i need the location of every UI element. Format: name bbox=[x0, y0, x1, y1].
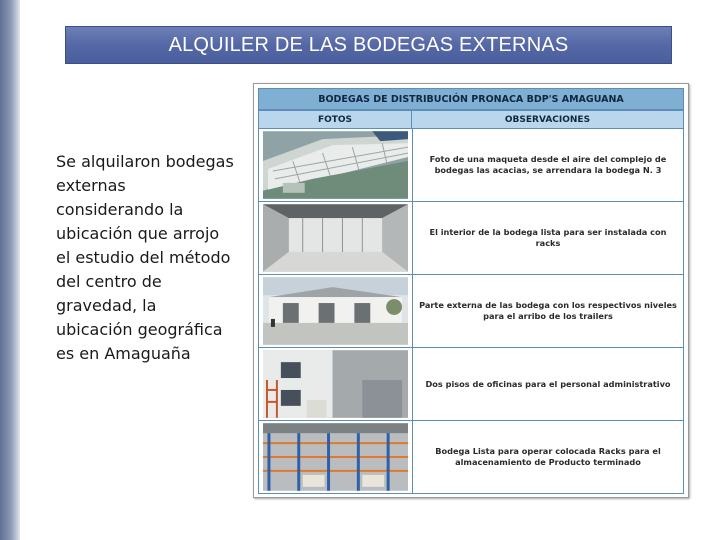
photo-cell bbox=[259, 348, 413, 420]
observation-text: Bodega Lista para operar colocada Racks para el almacenamiento de Producto terminado bbox=[435, 446, 661, 467]
column-header-observations: OBSERVACIONES bbox=[412, 110, 684, 129]
table-row bbox=[258, 348, 684, 421]
observation-text: Parte externa de las bodega con los respectivos niveles para el arribo de los trailers bbox=[419, 300, 677, 321]
aerial-model-photo bbox=[263, 131, 408, 199]
warehouse-table bbox=[253, 83, 689, 498]
photo-cell bbox=[259, 129, 413, 201]
table-row bbox=[258, 202, 684, 275]
body-text: Se alquilaron bodegas externas considerando la ubicación que arrojo el estudio del método del centro de gravedad, la ubicación geográfica es en Amaguaña bbox=[56, 152, 234, 363]
racks-photo bbox=[263, 423, 408, 491]
photo-cell bbox=[259, 421, 413, 493]
observation-text: Dos pisos de oficinas para el personal administrativo bbox=[425, 378, 671, 389]
table-row bbox=[258, 129, 684, 202]
warehouse-exterior-photo bbox=[263, 277, 408, 345]
table-rows bbox=[258, 129, 684, 494]
warehouse-interior-photo bbox=[263, 204, 408, 272]
observation-text: El interior de la bodega lista para ser instalada con racks bbox=[429, 227, 667, 248]
table-row bbox=[258, 275, 684, 348]
photo-cell bbox=[259, 275, 413, 347]
table-column-headers bbox=[258, 110, 684, 129]
observation-text: Foto de una maqueta desde el aire del complejo de bodegas las acacias, se arrendara la bodega N. 3 bbox=[429, 154, 667, 175]
column-header-photos: FOTOS bbox=[258, 110, 412, 129]
office-floors-photo bbox=[263, 350, 408, 418]
slide-title: ALQUILER DE LAS BODEGAS EXTERNAS bbox=[168, 33, 569, 56]
side-decoration-band bbox=[0, 0, 20, 540]
table-row bbox=[258, 421, 684, 494]
table-title: BODEGAS DE DISTRIBUCIÓN PRONACA BDP'S AMAGUANA bbox=[258, 88, 684, 110]
photo-cell bbox=[259, 202, 413, 274]
title-bar bbox=[65, 26, 672, 64]
